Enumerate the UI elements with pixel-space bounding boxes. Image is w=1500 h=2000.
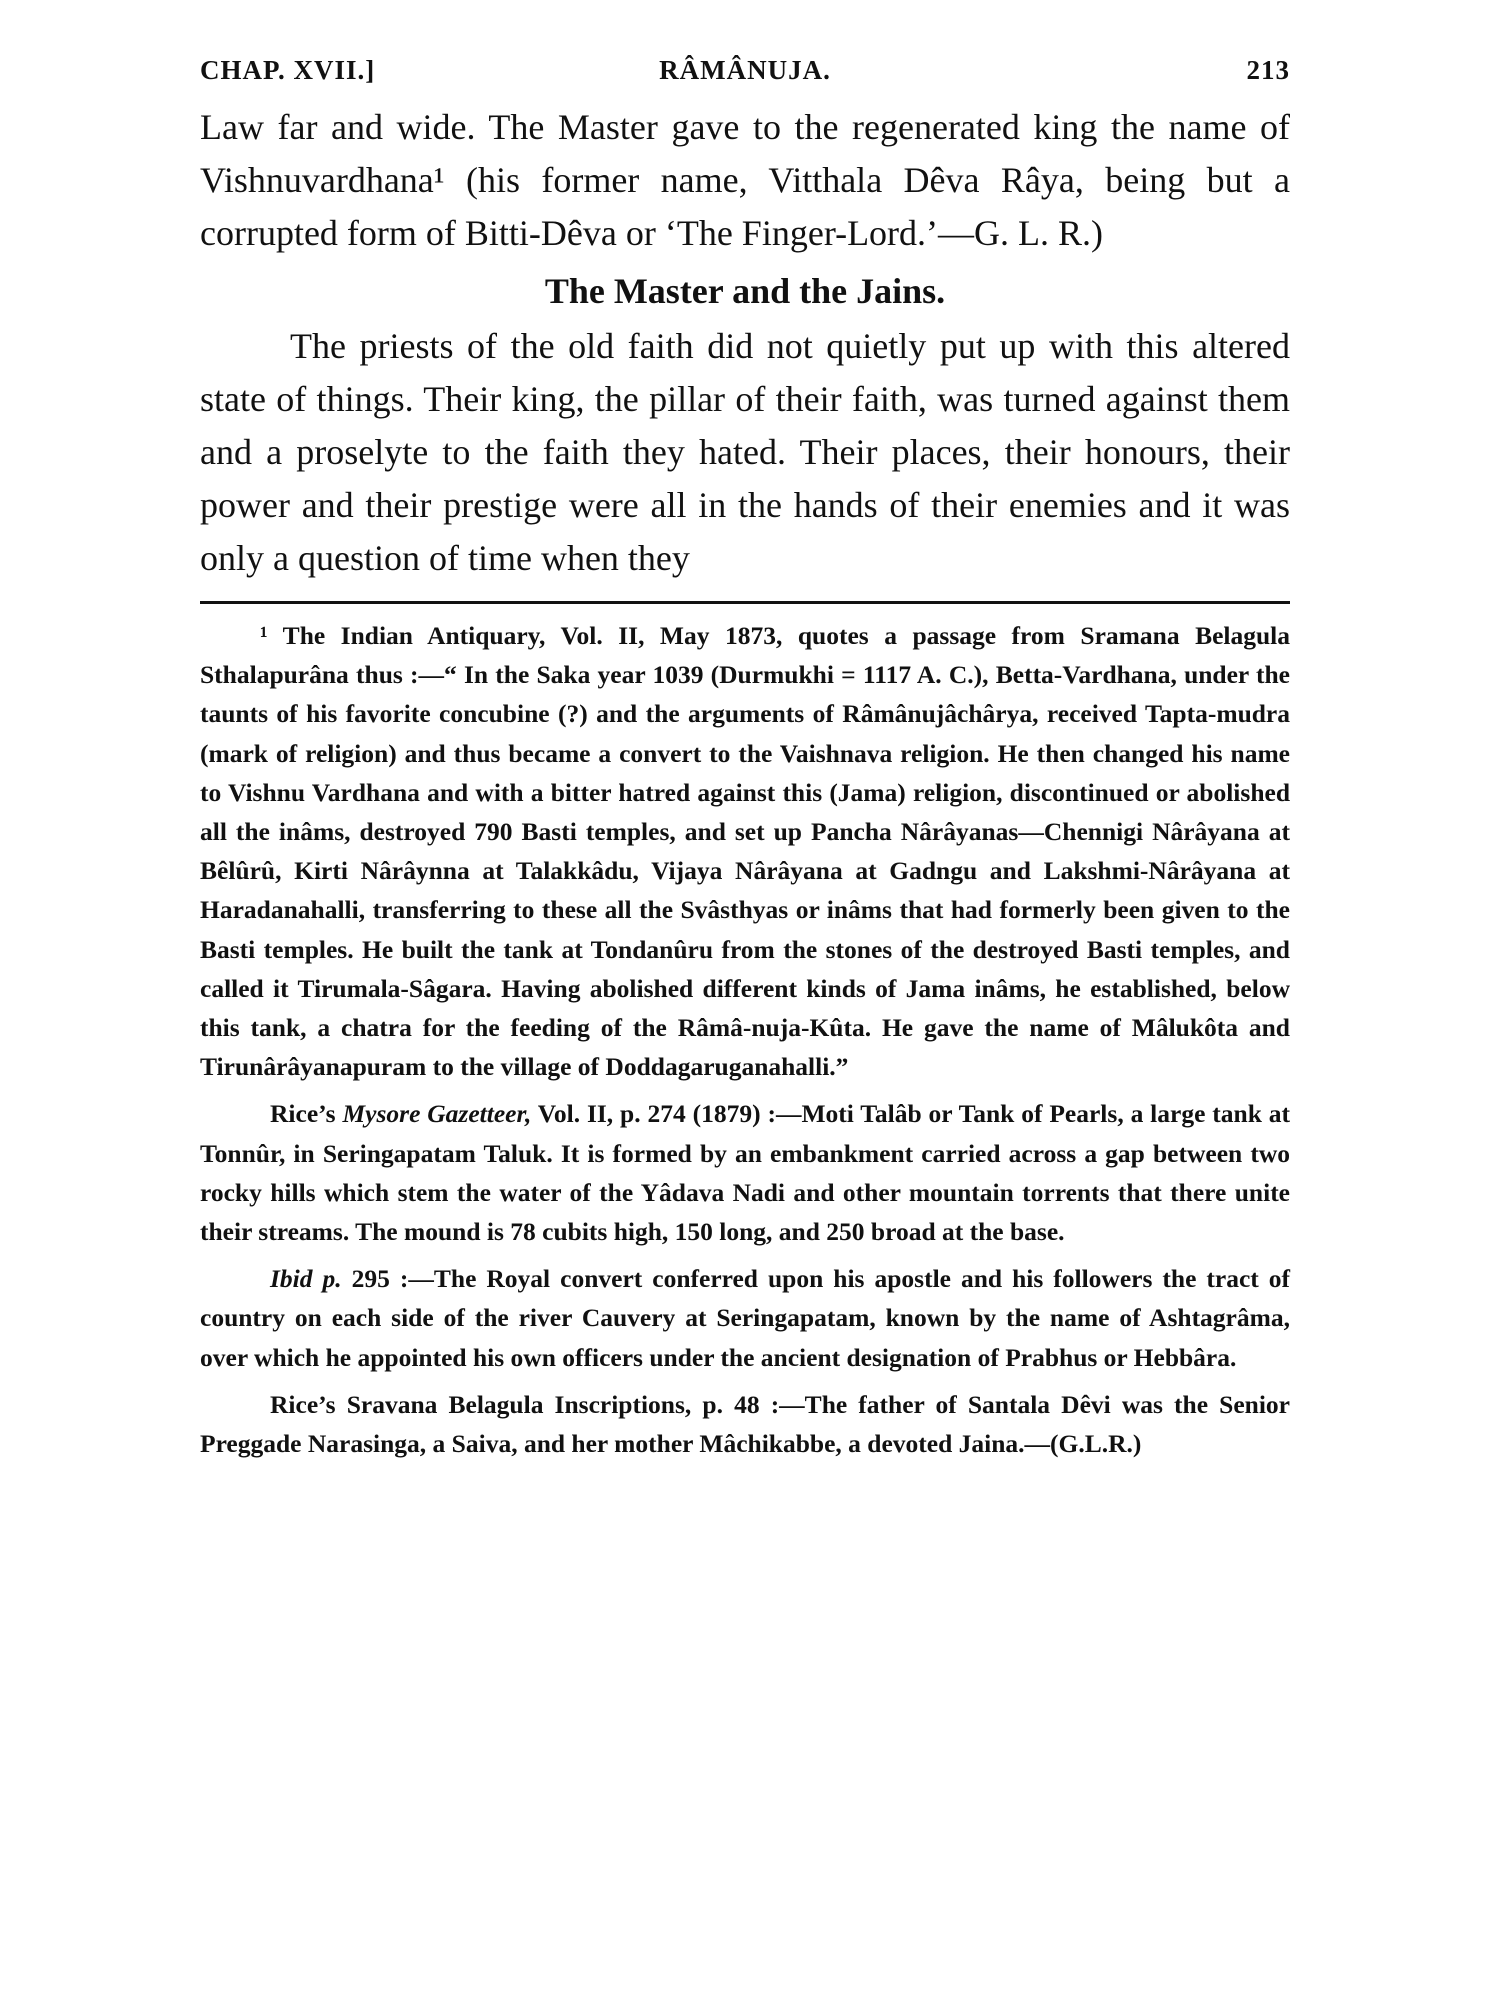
footnote-1: ¹ The Indian Antiquary, Vol. II, May 1873, quotes a passage from Sramana Belagula Sthalapurâna thus :—“ In the Saka year 1039 (Durmukhi = 1117 A. C.), Betta-Vardhana, under the taunts of his favorite concubine (?) and the arguments of Râmânujâchârya, received Tapta-mudra (mark of religion) and thus became a convert to the Vaishnava religion. He then changed his name to Vishnu Vardhana and with a bitter hatred against this (Jama) religion, discontinued or abolished all the inâms, destroyed 790 Basti temples, and set up Pancha Nârâyanas—Chennigi Nârâyana at Bêlûrû, Kirti Nârâynna at Talakkâdu, Vijaya Nârâyana at Gadngu and Lakshmi-Nârâyana at Haradanahalli, transferring to these all the Svâsthyas or inâms that had formerly been given to the Basti temples. He built the tank at Tondanûru from the stones of the destroyed Basti temples, and called it Tirumala-Sâgara. Having abolished different kinds of Jama inâms, he established, below this tank, a chatra for the feeding of the Râmâ-nuja-Kûta. He gave the name of Mâlukôta and Tirunârâyanapuram to the village of Doddagaruganahalli.” [200,621,1290,1082]
ibid-label: Ibid p. [270,1264,342,1294]
section-heading: The Master and the Jains. [544,271,946,311]
running-header [200,55,1290,101]
main-text [200,101,1290,585]
citation-author: Rice’s [270,1099,336,1129]
book-page [200,55,1290,1471]
citation-text: Vol. II, p. 274 (1879) :—Moti Talâb or Tank of Pearls, a large tank at Tonnûr, in Seringapatam Taluk. It is formed by an embankment carried across a gap between two rocky hills which stem the water of the Yâdava Nadi and other mountain torrents that there unite their streams. The mound is 78 cubits high, 150 long, and 250 broad at the base. [200,1099,1290,1247]
footnotes [200,616,1290,1463]
chapter-label: CHAP. XVII.] [200,55,376,85]
footnote-sravana: Rice’s Sravana Belagula Inscriptions, p. 48 :—The father of Santala Dêvi was the Senior Preggade Narasinga, a Saiva, and her mother Mâchikabbe, a devoted Jaina.—(G.L.R.) [200,1389,1290,1459]
paragraph-2: The priests of the old faith did not quietly put up with this altered state of things. Their king, the pillar of their faith, was turned against them and a proselyte to the faith they hated. Their places, their honours, their power and their prestige were all in the hands of their enemies and it was only a question of time when they [200,326,1290,578]
citation-title: Mysore Gazetteer, [342,1099,532,1129]
footnote-rule [200,601,1290,604]
page-number: 213 [1246,55,1290,85]
running-title: RÂMÂNUJA. [659,55,831,85]
footnote-ibid [200,1259,1290,1377]
footnote-mysore-gazetteer [200,1094,1290,1251]
paragraph-1: Law far and wide. The Master gave to the regenerated king the name of Vishnuvardhana¹ (his former name, Vitthala Dêva Râya, being but a corrupted form of Bitti-Dêva or ‘The Finger-Lord.’—G. L. R.) [200,107,1290,253]
ibid-text: 295 :—The Royal convert conferred upon his apostle and his followers the tract of country on each side of the river Cauvery at Seringapatam, known by the name of Ashtagrâma, over which he appointed his own officers under the ancient designation of Prabhus or Hebbâra. [200,1264,1290,1372]
